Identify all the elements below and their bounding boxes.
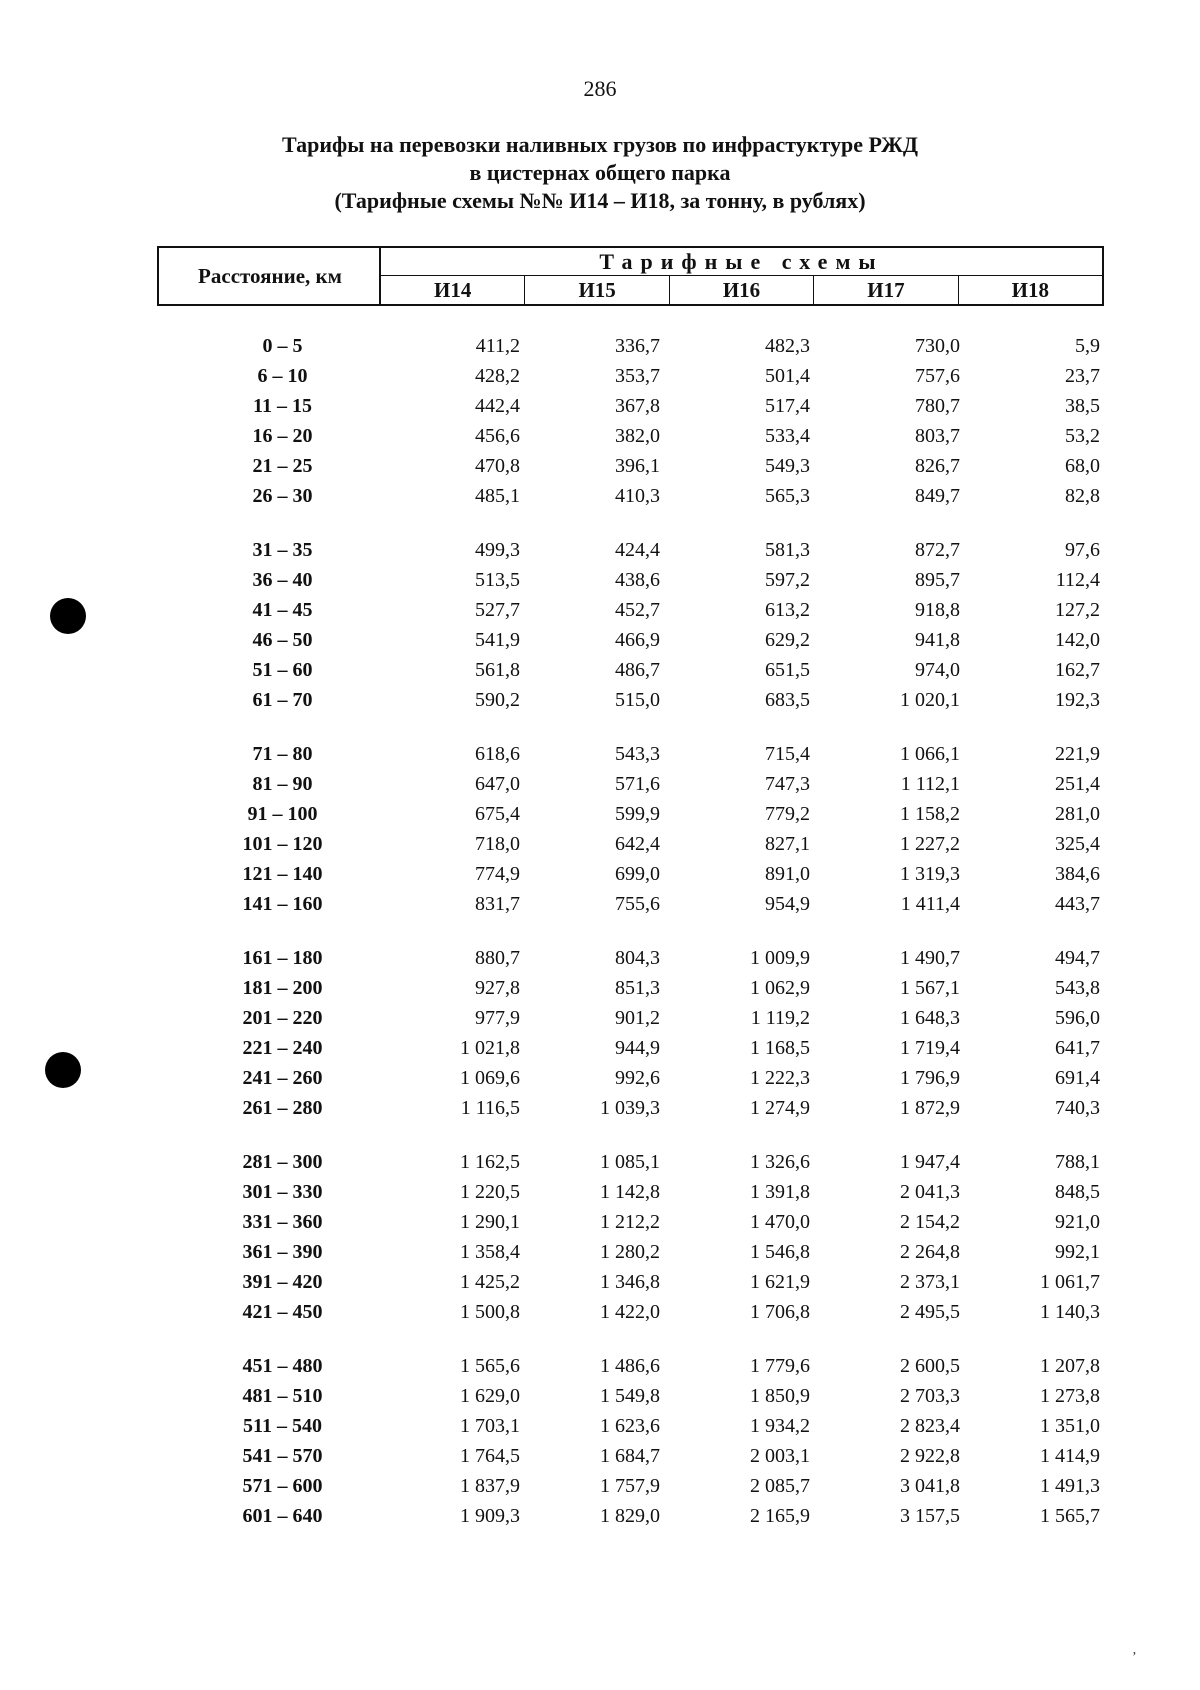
tariff-cell-i18: 384,6 xyxy=(1055,863,1100,885)
tariff-cell-i15: 336,7 xyxy=(615,335,660,357)
tariff-cell-i18: 494,7 xyxy=(1055,947,1100,969)
tariff-cell-i18: 1 565,7 xyxy=(1040,1505,1100,1527)
tariff-cell-i16: 533,4 xyxy=(765,425,810,447)
tariff-cell-i15: 466,9 xyxy=(615,629,660,651)
tariff-cell-i14: 831,7 xyxy=(475,893,520,915)
tariff-cell-i18: 1 061,7 xyxy=(1040,1271,1100,1293)
tariff-cell-i14: 470,8 xyxy=(475,455,520,477)
tariff-cell-i18: 596,0 xyxy=(1055,1007,1100,1029)
tariff-cell-i17: 1 719,4 xyxy=(900,1037,960,1059)
tariff-cell-i17: 1 319,3 xyxy=(900,863,960,885)
distance-cell: 201 – 220 xyxy=(242,1007,323,1029)
tariff-cell-i15: 396,1 xyxy=(615,455,660,477)
tariff-cell-i17: 2 600,5 xyxy=(900,1355,960,1377)
tariff-cell-i15: 438,6 xyxy=(615,569,660,591)
table-row xyxy=(0,1271,1200,1301)
tariff-cell-i17: 2 373,1 xyxy=(900,1271,960,1293)
tariff-cell-i14: 1 703,1 xyxy=(460,1415,520,1437)
tariff-cell-i18: 1 140,3 xyxy=(1040,1301,1100,1323)
tariff-cell-i18: 1 491,3 xyxy=(1040,1475,1100,1497)
distance-cell: 21 – 25 xyxy=(252,455,313,477)
table-row xyxy=(0,1475,1200,1505)
distance-column-header: Расстояние, км xyxy=(157,246,381,306)
tariff-cell-i14: 513,5 xyxy=(475,569,520,591)
table-row xyxy=(0,539,1200,569)
tariff-cell-i16: 2 085,7 xyxy=(750,1475,810,1497)
tariff-cell-i18: 82,8 xyxy=(1065,485,1100,507)
tariff-cell-i15: 1 212,2 xyxy=(600,1211,660,1233)
tariff-cell-i18: 1 351,0 xyxy=(1040,1415,1100,1437)
tariff-cell-i18: 112,4 xyxy=(1055,569,1100,591)
tariff-cell-i16: 651,5 xyxy=(765,659,810,681)
tariff-cell-i15: 424,4 xyxy=(615,539,660,561)
tariff-cell-i15: 1 039,3 xyxy=(600,1097,660,1119)
table-row xyxy=(0,1211,1200,1241)
table-row xyxy=(0,629,1200,659)
distance-cell: 91 – 100 xyxy=(247,803,318,825)
table-row xyxy=(0,773,1200,803)
tariff-cell-i16: 1 222,3 xyxy=(750,1067,810,1089)
tariff-cell-i16: 715,4 xyxy=(765,743,810,765)
tariff-cell-i14: 1 220,5 xyxy=(460,1181,520,1203)
tariff-cell-i16: 1 274,9 xyxy=(750,1097,810,1119)
tariff-cell-i16: 1 706,8 xyxy=(750,1301,810,1323)
table-row xyxy=(0,365,1200,395)
tariff-cell-i15: 1 623,6 xyxy=(600,1415,660,1437)
table-row xyxy=(0,1037,1200,1067)
tariff-cell-i15: 1 757,9 xyxy=(600,1475,660,1497)
tariff-cell-i18: 162,7 xyxy=(1055,659,1100,681)
distance-cell: 101 – 120 xyxy=(242,833,323,855)
tariff-cell-i15: 1 422,0 xyxy=(600,1301,660,1323)
tariff-cell-i17: 780,7 xyxy=(915,395,960,417)
distance-cell: 541 – 570 xyxy=(242,1445,323,1467)
tariff-cell-i17: 1 567,1 xyxy=(900,977,960,999)
distance-cell: 161 – 180 xyxy=(242,947,323,969)
column-header-i14: И14 xyxy=(381,276,525,304)
tariff-cell-i14: 647,0 xyxy=(475,773,520,795)
tariff-cell-i16: 1 934,2 xyxy=(750,1415,810,1437)
distance-cell: 81 – 90 xyxy=(252,773,313,795)
tariff-cell-i18: 142,0 xyxy=(1055,629,1100,651)
tariff-cell-i17: 1 066,1 xyxy=(900,743,960,765)
tariff-cell-i17: 1 411,4 xyxy=(900,893,960,915)
tariff-cell-i16: 1 621,9 xyxy=(750,1271,810,1293)
tariff-cell-i18: 38,5 xyxy=(1065,395,1100,417)
tariff-schemes-title: Тарифные схемы xyxy=(381,248,1102,276)
tariff-cell-i14: 1 500,8 xyxy=(460,1301,520,1323)
distance-cell: 261 – 280 xyxy=(242,1097,323,1119)
tariff-cell-i16: 597,2 xyxy=(765,569,810,591)
page-number: 286 xyxy=(583,76,617,101)
distance-cell: 6 – 10 xyxy=(257,365,308,387)
distance-cell: 241 – 260 xyxy=(242,1067,323,1089)
tariff-cell-i14: 485,1 xyxy=(475,485,520,507)
tariff-cell-i16: 549,3 xyxy=(765,455,810,477)
tariff-cell-i14: 774,9 xyxy=(475,863,520,885)
tariff-cell-i17: 872,7 xyxy=(915,539,960,561)
tariff-cell-i14: 456,6 xyxy=(475,425,520,447)
distance-cell: 481 – 510 xyxy=(242,1385,323,1407)
tariff-cell-i18: 192,3 xyxy=(1055,689,1100,711)
tariff-cell-i17: 895,7 xyxy=(915,569,960,591)
tariff-cell-i17: 1 947,4 xyxy=(900,1151,960,1173)
tariff-cell-i16: 1 168,5 xyxy=(750,1037,810,1059)
tariff-cell-i17: 2 922,8 xyxy=(900,1445,960,1467)
distance-cell: 361 – 390 xyxy=(242,1241,323,1263)
tariff-cell-i14: 1 069,6 xyxy=(460,1067,520,1089)
tariff-cell-i15: 804,3 xyxy=(615,947,660,969)
tariff-cell-i15: 1 346,8 xyxy=(600,1271,660,1293)
tariff-cell-i14: 442,4 xyxy=(475,395,520,417)
title-line: Тарифы на перевозки наливных грузов по инфрастуктуре РЖД xyxy=(281,132,919,157)
distance-cell: 391 – 420 xyxy=(242,1271,323,1293)
tariff-cell-i17: 849,7 xyxy=(915,485,960,507)
title-line: в цистернах общего парка xyxy=(469,160,731,185)
tariff-cell-i14: 618,6 xyxy=(475,743,520,765)
tariff-cell-i16: 683,5 xyxy=(765,689,810,711)
tariff-cell-i16: 954,9 xyxy=(765,893,810,915)
tariff-cell-i14: 1 358,4 xyxy=(460,1241,520,1263)
tariff-cell-i14: 561,8 xyxy=(475,659,520,681)
tariff-cell-i15: 642,4 xyxy=(615,833,660,855)
tariff-cell-i18: 992,1 xyxy=(1055,1241,1100,1263)
tariff-cell-i18: 641,7 xyxy=(1055,1037,1100,1059)
tariff-cell-i15: 353,7 xyxy=(615,365,660,387)
tariff-cell-i16: 1 062,9 xyxy=(750,977,810,999)
tariff-cell-i17: 730,0 xyxy=(915,335,960,357)
title-line: (Тарифные схемы №№ И14 – И18, за тонну, в рублях) xyxy=(334,188,866,213)
tariff-cell-i18: 325,4 xyxy=(1055,833,1100,855)
column-header-i17: И17 xyxy=(814,276,958,304)
table-row xyxy=(0,743,1200,773)
distance-cell: 571 – 600 xyxy=(242,1475,323,1497)
tariff-cell-i15: 944,9 xyxy=(615,1037,660,1059)
tariff-cell-i17: 2 264,8 xyxy=(900,1241,960,1263)
tariff-cell-i17: 1 112,1 xyxy=(900,773,960,795)
tariff-cell-i17: 1 648,3 xyxy=(900,1007,960,1029)
tariff-cell-i15: 1 280,2 xyxy=(600,1241,660,1263)
table-row xyxy=(0,659,1200,689)
column-header-i15: И15 xyxy=(525,276,669,304)
tariff-cell-i14: 541,9 xyxy=(475,629,520,651)
tariff-cell-i14: 499,3 xyxy=(475,539,520,561)
table-row xyxy=(0,1097,1200,1127)
tariff-cell-i18: 281,0 xyxy=(1055,803,1100,825)
tariff-cell-i17: 2 154,2 xyxy=(900,1211,960,1233)
tariff-cell-i16: 779,2 xyxy=(765,803,810,825)
tariff-cell-i16: 629,2 xyxy=(765,629,810,651)
tariff-cell-i16: 1 546,8 xyxy=(750,1241,810,1263)
tariff-cell-i16: 891,0 xyxy=(765,863,810,885)
tariff-cell-i16: 1 470,0 xyxy=(750,1211,810,1233)
tariff-cell-i14: 880,7 xyxy=(475,947,520,969)
tariff-cell-i18: 127,2 xyxy=(1055,599,1100,621)
tariff-cell-i14: 527,7 xyxy=(475,599,520,621)
tariff-cell-i18: 740,3 xyxy=(1055,1097,1100,1119)
table-row xyxy=(0,335,1200,365)
distance-cell: 451 – 480 xyxy=(242,1355,323,1377)
tariff-cell-i17: 2 041,3 xyxy=(900,1181,960,1203)
tariff-cell-i16: 827,1 xyxy=(765,833,810,855)
tariff-cell-i17: 2 703,3 xyxy=(900,1385,960,1407)
table-row xyxy=(0,1007,1200,1037)
tariff-cell-i14: 1 565,6 xyxy=(460,1355,520,1377)
tariff-cell-i17: 1 796,9 xyxy=(900,1067,960,1089)
distance-cell: 141 – 160 xyxy=(242,893,323,915)
tariff-cell-i17: 803,7 xyxy=(915,425,960,447)
tariff-cell-i15: 699,0 xyxy=(615,863,660,885)
distance-cell: 121 – 140 xyxy=(242,863,323,885)
table-row xyxy=(0,485,1200,515)
table-row xyxy=(0,1385,1200,1415)
table-row xyxy=(0,425,1200,455)
tariff-cell-i15: 599,9 xyxy=(615,803,660,825)
tariff-cell-i18: 5,9 xyxy=(1075,335,1100,357)
tariff-cell-i14: 1 021,8 xyxy=(460,1037,520,1059)
tariff-cell-i16: 482,3 xyxy=(765,335,810,357)
tariff-cell-i17: 1 158,2 xyxy=(900,803,960,825)
tariff-cell-i18: 221,9 xyxy=(1055,743,1100,765)
distance-cell: 421 – 450 xyxy=(242,1301,323,1323)
scan-speck: ’ xyxy=(1132,1650,1137,1665)
tariff-cell-i18: 53,2 xyxy=(1065,425,1100,447)
tariff-cell-i15: 1 486,6 xyxy=(600,1355,660,1377)
distance-cell: 46 – 50 xyxy=(252,629,313,651)
tariff-cell-i15: 1 142,8 xyxy=(600,1181,660,1203)
table-row xyxy=(0,893,1200,923)
tariff-cell-i17: 1 227,2 xyxy=(900,833,960,855)
tariff-cell-i17: 757,6 xyxy=(915,365,960,387)
table-row xyxy=(0,1151,1200,1181)
distance-cell: 281 – 300 xyxy=(242,1151,323,1173)
tariff-cell-i17: 974,0 xyxy=(915,659,960,681)
distance-cell: 0 – 5 xyxy=(262,335,303,357)
tariff-cell-i15: 851,3 xyxy=(615,977,660,999)
tariff-cell-i14: 1 162,5 xyxy=(460,1151,520,1173)
distance-cell: 36 – 40 xyxy=(252,569,313,591)
tariff-cell-i18: 691,4 xyxy=(1055,1067,1100,1089)
distance-cell: 601 – 640 xyxy=(242,1505,323,1527)
tariff-cell-i18: 848,5 xyxy=(1055,1181,1100,1203)
table-row xyxy=(0,1181,1200,1211)
tariff-cell-i18: 1 414,9 xyxy=(1040,1445,1100,1467)
distance-cell: 41 – 45 xyxy=(252,599,313,621)
tariff-cell-i15: 1 684,7 xyxy=(600,1445,660,1467)
tariff-cell-i15: 410,3 xyxy=(615,485,660,507)
tariff-cell-i18: 1 207,8 xyxy=(1040,1355,1100,1377)
tariff-cell-i18: 23,7 xyxy=(1065,365,1100,387)
tariff-cell-i16: 613,2 xyxy=(765,599,810,621)
tariff-cell-i18: 97,6 xyxy=(1065,539,1100,561)
tariff-cell-i18: 788,1 xyxy=(1055,1151,1100,1173)
tariff-cell-i18: 1 273,8 xyxy=(1040,1385,1100,1407)
tariff-cell-i15: 382,0 xyxy=(615,425,660,447)
distance-cell: 26 – 30 xyxy=(252,485,313,507)
tariff-cell-i14: 718,0 xyxy=(475,833,520,855)
table-row xyxy=(0,947,1200,977)
tariff-cell-i17: 1 872,9 xyxy=(900,1097,960,1119)
tariff-cell-i15: 755,6 xyxy=(615,893,660,915)
distance-cell: 181 – 200 xyxy=(242,977,323,999)
tariff-cell-i15: 571,6 xyxy=(615,773,660,795)
tariff-cell-i16: 501,4 xyxy=(765,365,810,387)
table-row xyxy=(0,977,1200,1007)
table-row xyxy=(0,1301,1200,1331)
table-row xyxy=(0,599,1200,629)
table-row xyxy=(0,1067,1200,1097)
table-row xyxy=(0,569,1200,599)
tariff-cell-i16: 517,4 xyxy=(765,395,810,417)
tariff-cell-i18: 251,4 xyxy=(1055,773,1100,795)
tariff-cell-i17: 1 490,7 xyxy=(900,947,960,969)
table-row xyxy=(0,1355,1200,1385)
tariff-cell-i15: 992,6 xyxy=(615,1067,660,1089)
table-row xyxy=(0,803,1200,833)
tariff-cell-i17: 918,8 xyxy=(915,599,960,621)
tariff-cell-i17: 3 041,8 xyxy=(900,1475,960,1497)
tariff-cell-i16: 2 165,9 xyxy=(750,1505,810,1527)
distance-cell: 11 – 15 xyxy=(253,395,312,417)
table-row xyxy=(0,395,1200,425)
distance-cell: 16 – 20 xyxy=(252,425,313,447)
tariff-cell-i16: 581,3 xyxy=(765,539,810,561)
tariff-cell-i16: 1 391,8 xyxy=(750,1181,810,1203)
tariff-cell-i15: 367,8 xyxy=(615,395,660,417)
distance-cell: 331 – 360 xyxy=(242,1211,323,1233)
tariff-cell-i15: 1 549,8 xyxy=(600,1385,660,1407)
table-row xyxy=(0,833,1200,863)
tariff-cell-i17: 941,8 xyxy=(915,629,960,651)
tariff-cell-i18: 68,0 xyxy=(1065,455,1100,477)
table-row xyxy=(0,1505,1200,1535)
table-row xyxy=(0,863,1200,893)
tariff-cell-i14: 1 764,5 xyxy=(460,1445,520,1467)
column-header-i16: И16 xyxy=(670,276,814,304)
tariff-cell-i14: 1 837,9 xyxy=(460,1475,520,1497)
tariff-cell-i16: 565,3 xyxy=(765,485,810,507)
tariff-cell-i16: 1 326,6 xyxy=(750,1151,810,1173)
tariff-cell-i16: 2 003,1 xyxy=(750,1445,810,1467)
table-row xyxy=(0,1241,1200,1271)
tariff-cell-i17: 1 020,1 xyxy=(900,689,960,711)
tariff-cell-i15: 515,0 xyxy=(615,689,660,711)
tariff-cell-i14: 1 425,2 xyxy=(460,1271,520,1293)
tariff-cell-i14: 428,2 xyxy=(475,365,520,387)
tariff-cell-i15: 1 829,0 xyxy=(600,1505,660,1527)
distance-cell: 301 – 330 xyxy=(242,1181,323,1203)
table-row xyxy=(0,455,1200,485)
distance-cell: 51 – 60 xyxy=(252,659,313,681)
tariff-cell-i15: 452,7 xyxy=(615,599,660,621)
distance-cell: 61 – 70 xyxy=(252,689,313,711)
tariff-cell-i15: 486,7 xyxy=(615,659,660,681)
table-row xyxy=(0,1445,1200,1475)
tariff-cell-i16: 747,3 xyxy=(765,773,810,795)
tariff-cell-i14: 590,2 xyxy=(475,689,520,711)
tariff-cell-i18: 443,7 xyxy=(1055,893,1100,915)
tariff-cell-i17: 3 157,5 xyxy=(900,1505,960,1527)
distance-cell: 511 – 540 xyxy=(243,1415,322,1437)
distance-cell: 71 – 80 xyxy=(252,743,313,765)
distance-cell: 221 – 240 xyxy=(242,1037,323,1059)
tariff-cell-i14: 977,9 xyxy=(475,1007,520,1029)
tariff-cell-i14: 1 629,0 xyxy=(460,1385,520,1407)
tariff-cell-i15: 543,3 xyxy=(615,743,660,765)
tariff-cell-i17: 2 495,5 xyxy=(900,1301,960,1323)
tariff-cell-i14: 675,4 xyxy=(475,803,520,825)
tariff-cell-i14: 927,8 xyxy=(475,977,520,999)
tariff-cell-i14: 411,2 xyxy=(475,335,520,357)
column-header-i18: И18 xyxy=(1011,278,1049,302)
tariff-cell-i14: 1 290,1 xyxy=(460,1211,520,1233)
tariff-cell-i16: 1 119,2 xyxy=(750,1007,810,1029)
tariff-cell-i18: 543,8 xyxy=(1055,977,1100,999)
tariff-cell-i15: 901,2 xyxy=(615,1007,660,1029)
table-row xyxy=(0,689,1200,719)
tariff-cell-i16: 1 850,9 xyxy=(750,1385,810,1407)
table-row xyxy=(0,1415,1200,1445)
tariff-cell-i17: 2 823,4 xyxy=(900,1415,960,1437)
tariff-cell-i17: 826,7 xyxy=(915,455,960,477)
tariff-cell-i16: 1 009,9 xyxy=(750,947,810,969)
tariff-cell-i15: 1 085,1 xyxy=(600,1151,660,1173)
tariff-cell-i18: 921,0 xyxy=(1055,1211,1100,1233)
distance-cell: 31 – 35 xyxy=(252,539,313,561)
tariff-cell-i16: 1 779,6 xyxy=(750,1355,810,1377)
tariff-cell-i14: 1 116,5 xyxy=(460,1097,520,1119)
tariff-cell-i14: 1 909,3 xyxy=(460,1505,520,1527)
